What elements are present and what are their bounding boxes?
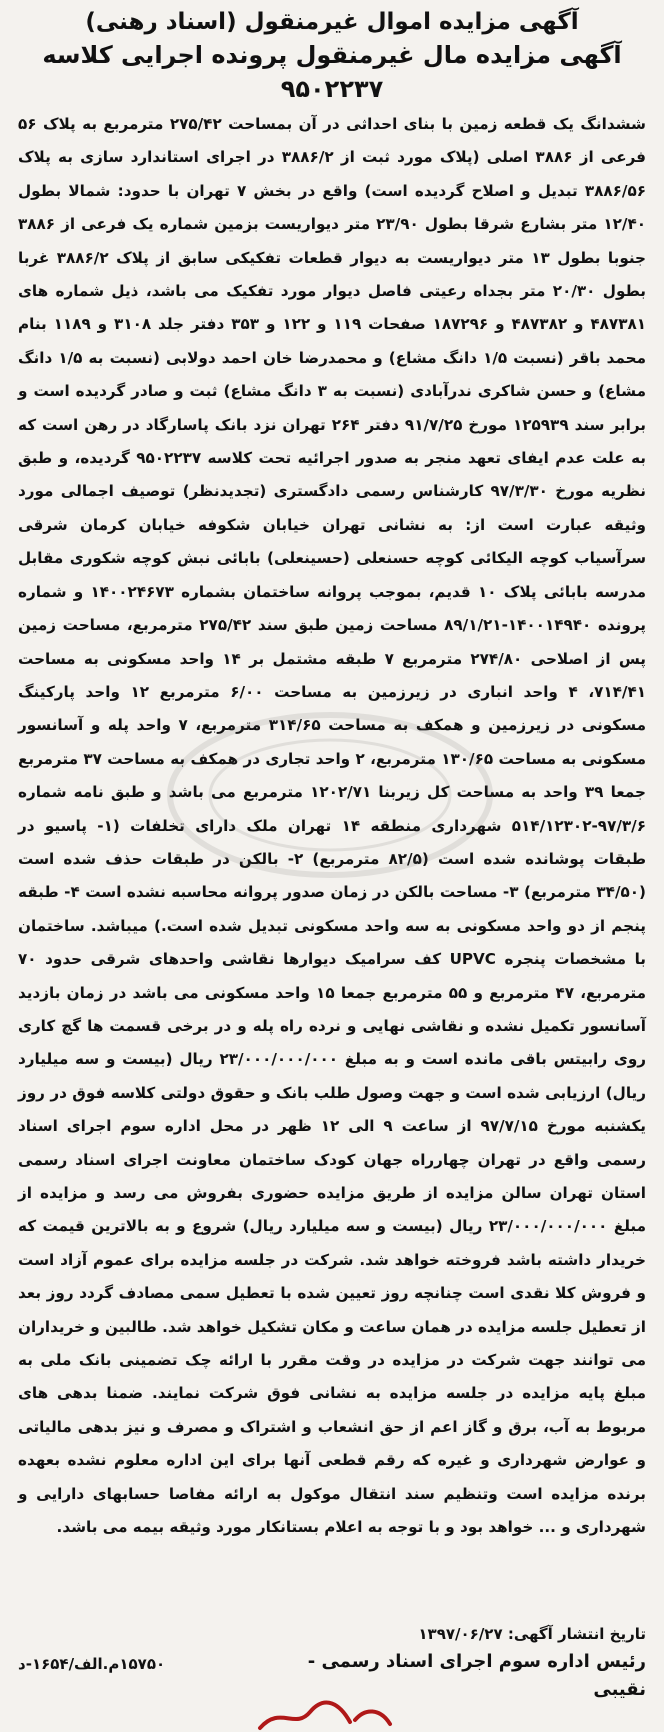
notice-footer bbox=[18, 1620, 646, 1704]
signature-name: نقیبی bbox=[593, 1679, 646, 1700]
notice-body: ششدانگ یک قطعه زمین با بنای احداثی در آن بمساحت ۲۷۵/۴۲ مترمربع به پلاک ۵۶ فرعی از ۳۸۸۶ اصلی (پلاک مورد ثبت از ۳۸۸۶/۲ در اجرای استاندارد سازی به پلاک ۳۸۸۶/۵۶ تبدیل و اصلاح گردیده است) واقع در بخش ۷ تهران با حدود: شمالا بطول ۱۲/۴۰ متر بشارع شرقا بطول ۲۳/۹۰ متر دیواریست بزمین شماره یک فرعی از ۳۸۸۶ جنوبا بطول ۱۳ متر دیواریست به دیوار قطعات تفکیکی سابق از پلاک ۳۸۸۶/۲ غربا بطول ۲۰/۳۰ متر بجداه رعیتی فاصل دیوار مورد تفکیک می باشد، ذیل شماره های ۴۸۷۳۸۱ و ۴۸۷۳۸۲ و ۱۸۷۲۹۶ صفحات ۱۱۹ و ۱۲۲ و ۳۵۳ دفتر جلد ۳۱۰۸ و ۱۱۸۹ بنام محمد باقر (نسبت ۱/۵ دانگ مشاع) و محمدرضا خان احمد دولابی (نسبت به ۱/۵ دانگ مشاع) و حسن شاکری ندرآبادی (نسبت به ۳ دانگ مشاع) ثبت و صادر گردیده است و برابر سند ۱۲۵۹۳۹ مورخ ۹۱/۷/۲۵ دفتر ۲۶۴ تهران نزد بانک پاسارگاد در رهن است که به علت عدم ایفای تعهد منجر به صدور اجرائیه تحت کلاسه ۹۵۰۲۲۳۷ گردیده، و طبق نظریه مورخ ۹۷/۳/۳۰ کارشناس رسمی دادگستری (تجدیدنظر) توصیف اجمالی مورد وثیقه عبارت است از: به نشانی تهران خیابان شکوفه خیابان کرمان شرقی سرآسیاب کوچه الیکائی کوچه حسنعلی (حسینعلی) بابائی نبش کوچه شکوری مقابل مدرسه بابائی پلاک ۱۰ قدیم، بموجب پروانه ساختمان بشماره ۱۴۰۰۲۴۶۷۳ و شماره پرونده ۱۴۰۰۱۴۹۴۰-۸۹/۱/۲۱ مساحت زمین طبق سند ۲۷۵/۴۲ مترمربع، مساحت زمین پس از اصلاحی ۲۷۴/۸۰ مترمربع ۷ طبقه مشتمل بر ۱۴ واحد مسکونی به مساحت ۷۱۴/۴۱، ۴ واحد انباری در زیرزمین به مساحت ۶/۰۰ مترمربع ۱۲ واحد پارکینگ مسکونی در زیرزمین و همکف به مساحت ۳۱۴/۶۵ مترمربع، ۷ واحد پله و آسانسور مسکونی به مساحت ۱۳۰/۶۵ مترمربع، ۲ واحد تجاری در همکف به مساحت ۳۷ مترمربع جمعا ۳۹ واحد به مساحت کل زیربنا ۱۲۰۲/۷۱ مترمربع می باشد و طبق نامه شماره ۹۷/۳/۶-۵۱۴/۱۲۳۰۲ شهرداری منطقه ۱۴ تهران ملک دارای تخلفات (۱- پاسیو در طبقات پوشانده شده است (۸۲/۵ مترمربع) ۲- بالکن در طبقات حذف شده است (۳۴/۵۰ مترمربع) ۳- مساحت بالکن در زمان صدور پروانه محاسبه نشده است ۴- طبقه پنجم از دو واحد مسکونی به سه واحد مسکونی تبدیل شده است.) میباشد. ساختمان با مشخصات پنجره UPVC کف سرامیک دیوارها نقاشی واحدهای شرقی حدود ۷۰ مترمربع، ۴۷ مترمربع و ۵۵ مترمربع جمعا ۱۵ واحد مسکونی می باشد در زمان بازدید آسانسور تکمیل نشده و نقاشی نهایی و نرده راه پله و در برخی قسمت ها گچ کاری روی رابیتس باقی مانده است و به مبلغ ۲۳/۰۰۰/۰۰۰/۰۰۰ ریال (بیست و سه میلیارد ریال) ارزیابی شده است و جهت وصول طلب بانک و حقوق دولتی کلاسه فوق در روز یکشنبه مورخ ۹۷/۷/۱۵ از ساعت ۹ الی ۱۲ ظهر در محل اداره سوم اجرای اسناد رسمی واقع در تهران چهارراه جهان کودک ساختمان معاونت اجرای اسناد رسمی استان تهران سالن مزایده از طریق مزایده حضوری بفروش می رسد و مزایده از مبلغ ۲۳/۰۰۰/۰۰۰/۰۰۰ ریال (بیست و سه میلیارد ریال) شروع و به بالاترین قیمت که خریدار داشته باشد فروخته خواهد شد. شرکت در جلسه مزایده برای عموم آزاد است و فروش کلا نقدی است چنانچه روز تعیین شده با تعطیل سمی مصادف گردد روز بعد از تعطیل جلسه مزایده در همان ساعت و مکان تشکیل خواهد شد. طالبین و خریداران می توانند جهت شرکت در مزایده در وقت مقرر با ارائه چک تضمینی بانک ملی به مبلغ پایه مزایده در جلسه مزایده به نشانی فوق شرکت نمایند. ضمنا بدهی های مربوط به آب، برق و گاز اعم از حق انشعاب و اشتراک و مصرف و نیز بدهی مالیاتی و عوارض شهرداری و غیره که رقم قطعی آنها برای این اداره معلوم نشده بعهده برنده مزایده است وتنظیم سند انتقال موکول به ارائه مفاصا حسابهای دارایی و شهرداری و ... خواهد بود و با توجه به اعلام بستانکار مورد وثیقه بیمه می باشد. bbox=[18, 115, 647, 1537]
signature-block bbox=[308, 1648, 646, 1704]
notice-title-line1: آگهی مزایده اموال غیرمنقول (اسناد رهنی) bbox=[85, 9, 579, 35]
handwritten-mark-icon bbox=[250, 1700, 400, 1732]
signature-title: رئیس اداره سوم اجرای اسناد رسمی - bbox=[307, 1651, 646, 1672]
signature-row bbox=[18, 1648, 646, 1704]
publication-date: تاریخ انتشار آگهی: ۱۳۹۷/۰۶/۲۷ bbox=[418, 1625, 646, 1643]
reference-code: ۱۵۷۵۰م.الف/۱۶۵۴-د bbox=[18, 1655, 166, 1673]
notice-title-line2: آگهی مزایده مال غیرمنقول پرونده اجرایی کلاسه ۹۵۰۲۲۳۷ bbox=[42, 41, 622, 103]
